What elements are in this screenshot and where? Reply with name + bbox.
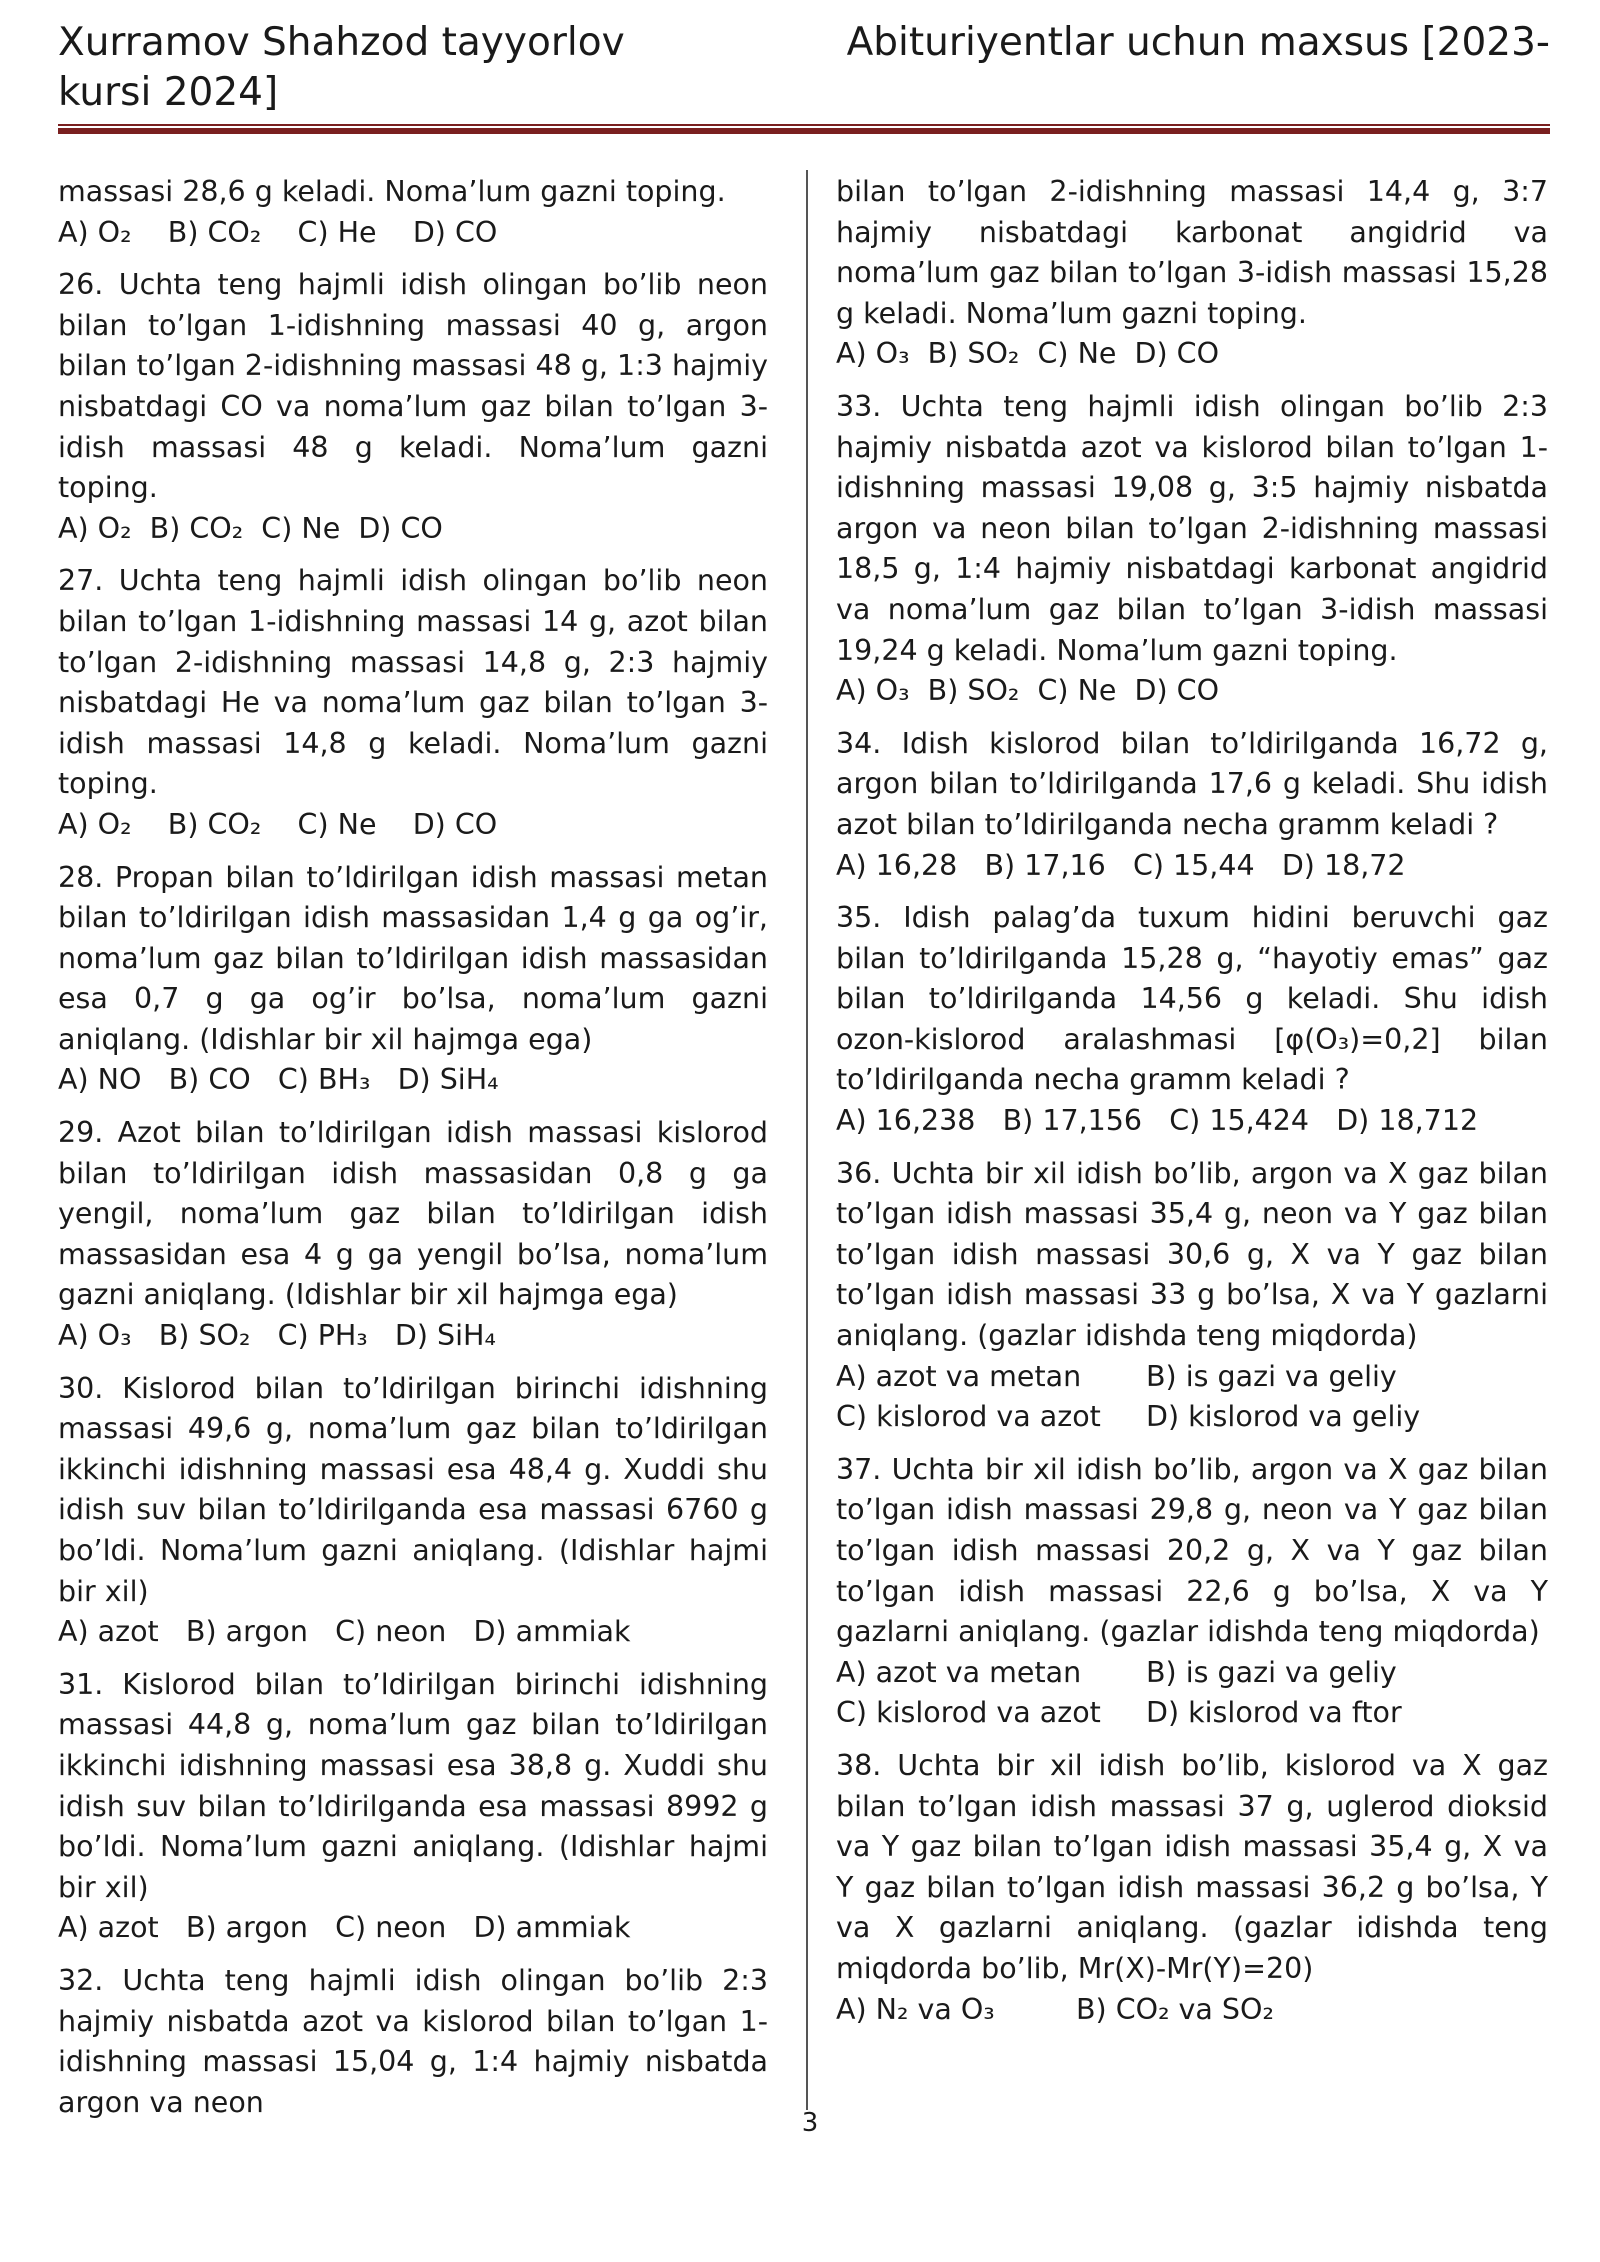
question-26-options xyxy=(58,509,768,550)
option-a: A) N₂ va O₃ xyxy=(836,1992,995,2026)
option-a: A) 16,28 xyxy=(836,848,958,882)
option-c: C) 15,44 xyxy=(1132,848,1255,882)
option-a: A) azot va metan xyxy=(836,1359,1082,1393)
option-b: B) CO₂ xyxy=(149,511,244,545)
option-c: C) Ne xyxy=(261,511,341,545)
question-32-options xyxy=(836,334,1548,375)
option-a: A) NO xyxy=(58,1063,142,1097)
option-c: C) neon xyxy=(335,1615,447,1649)
header-subtitle: Abituriyentlar uchun maxsus [2023- xyxy=(846,20,1550,65)
option-a: A) O₃ xyxy=(836,674,910,708)
page-number: 3 xyxy=(801,2108,819,2138)
option-d: D) kislorod va ftor xyxy=(1146,1696,1402,1730)
option-b: B) argon xyxy=(185,1911,308,1945)
question-30: 30. Kislorod bilan to’ldirilgan birinchi idishning massasi 49,6 g, noma’lum gaz bilan to’ldirilgan ikkinchi idishning massasi esa 48,4 g. Xuddi shu idish suv bilan to’ldirilganda esa massasi 6760 g bo’ldi. Noma’lum gazni aniqlang. (Idishlar hajmi bir xil) xyxy=(58,1371,768,1608)
question-36-options xyxy=(836,1357,1548,1438)
option-a: A) azot xyxy=(58,1615,159,1649)
header-course-title: Xurramov Shahzod tayyorlov kursi 2024] xyxy=(58,20,625,115)
option-c: C) PH₃ xyxy=(277,1319,368,1353)
option-b: B) SO₂ xyxy=(158,1319,251,1353)
question-38-options xyxy=(836,1990,1548,2031)
question-31-options xyxy=(58,1908,768,1949)
option-c: C) neon xyxy=(335,1911,447,1945)
option-d: D) CO xyxy=(412,215,498,249)
option-a: A) O₃ xyxy=(58,1319,132,1353)
question-32-tail: bilan to’lgan 2-idishning massasi 14,4 g, 3:7 hajmiy nisbatdagi karbonat angidrid va noma’lum gaz bilan to’lgan 3-idish massasi 15,28 g keladi. Noma’lum gazni toping. xyxy=(836,175,1548,330)
option-a: A) O₂ xyxy=(58,511,132,545)
column-divider xyxy=(806,170,808,2110)
question-34: 34. Idish kislorod bilan to’ldirilganda 16,72 g, argon bilan to’ldirilganda 17,6 g keladi. Shu idish azot bilan to’ldirilganda necha gramm keladi ? xyxy=(836,726,1548,841)
question-26: 26. Uchta teng hajmli idish olingan bo’lib neon bilan to’lgan 1-idishning massasi 40 g, argon bilan to’lgan 2-idishning massasi 48 g, 1:3 hajmiy nisbatdagi CO va noma’lum gaz bilan to’lgan 3-idish massasi 48 g keladi. Noma’lum gazni toping. xyxy=(58,268,768,505)
question-34-options xyxy=(836,846,1548,887)
option-b: B) is gazi va geliy xyxy=(1146,1655,1397,1689)
left-column xyxy=(58,172,768,2123)
option-d: D) ammiak xyxy=(473,1615,631,1649)
option-c: C) kislorod va azot xyxy=(836,1400,1101,1434)
option-a: A) 16,238 xyxy=(836,1104,976,1138)
option-b: B) CO₂ xyxy=(167,215,262,249)
option-d: D) CO xyxy=(412,807,498,841)
header-rule-thick xyxy=(58,128,1550,134)
question-38: 38. Uchta bir xil idish bo’lib, kislorod va X gaz bilan to’lgan idish massasi 37 g, uglerod dioksid va Y gaz bilan to’lgan idish massasi 35,4 g, X va Y gaz bilan to’lgan idish massasi 36,2 g bo’lsa, Y va X gazlarni aniqlang. (gazlar idishda teng miqdorda bo’lib, Mr(X)-Mr(Y)=20) xyxy=(836,1748,1548,1985)
option-b: B) SO₂ xyxy=(927,674,1020,708)
option-d: D) CO xyxy=(358,511,443,545)
question-25-options xyxy=(58,213,768,254)
question-28-options xyxy=(58,1060,768,1101)
question-29-options xyxy=(58,1316,768,1357)
option-b: B) 17,156 xyxy=(1002,1104,1143,1138)
question-33: 33. Uchta teng hajmli idish olingan bo’lib 2:3 hajmiy nisbatda azot va kislorod bilan to’lgan 1-idishning massasi 19,08 g, 3:5 hajmiy nisbatda argon va neon bilan to’lgan 2-idishning massasi 18,5 g, 1:4 hajmiy nisbatdagi karbonat angidrid va noma’lum gaz bilan to’lgan 3-idish massasi 19,24 g keladi. Noma’lum gazni toping. xyxy=(836,389,1548,667)
question-35: 35. Idish palag’da tuxum hidini beruvchi gaz bilan to’ldirilganda 15,28 g, “hayotiy emas” gaz bilan to’ldirilganda 14,56 g keladi. Shu idish ozon-kislorod aralashmasi [φ(O₃)=0,2] bilan to’ldirilganda necha gramm keladi ? xyxy=(836,901,1548,1097)
option-a: A) O₃ xyxy=(836,337,910,371)
option-c: C) 15,424 xyxy=(1169,1104,1310,1138)
option-a: A) azot va metan xyxy=(836,1655,1082,1689)
option-a: A) O₂ xyxy=(58,215,132,249)
option-b: B) is gazi va geliy xyxy=(1146,1359,1397,1393)
option-d: D) kislorod va geliy xyxy=(1146,1400,1421,1434)
option-b: B) CO₂ xyxy=(167,807,262,841)
question-37: 37. Uchta bir xil idish bo’lib, argon va X gaz bilan to’lgan idish massasi 29,8 g, neon va Y gaz bilan to’lgan idish massasi 20,2 g, X va Y gaz bilan to’lgan idish massasi 22,6 g bo’lsa, X va Y gazlarni aniqlang. (gazlar idishda teng miqdorda) xyxy=(836,1452,1548,1649)
option-d: D) CO xyxy=(1134,674,1220,708)
question-27: 27. Uchta teng hajmli idish olingan bo’lib neon bilan to’lgan 1-idishning massasi 14 g, azot bilan to’lgan 2-idishning massasi 14,8 g, 2:3 hajmiy nisbatdagi He va noma’lum gaz bilan to’lgan 3-idish massasi 14,8 g keladi. Noma’lum gazni toping. xyxy=(58,564,768,801)
question-36: 36. Uchta bir xil idish bo’lib, argon va X gaz bilan to’lgan idish massasi 35,4 g, neon va Y gaz bilan to’lgan idish massasi 30,6 g, X va Y gaz bilan to’lgan idish massasi 33 g bo’lsa, X va Y gazlarni aniqlang. (gazlar idishda teng miqdorda) xyxy=(836,1156,1548,1353)
option-b: B) 17,16 xyxy=(984,848,1106,882)
question-31: 31. Kislorod bilan to’ldirilgan birinchi idishning massasi 44,8 g, noma’lum gaz bilan to’ldirilgan ikkinchi idishning massasi esa 38,8 g. Xuddi shu idish suv bilan to’ldirilganda esa massasi 8992 g bo’ldi. Noma’lum gazni aniqlang. (Idishlar hajmi bir xil) xyxy=(58,1667,768,1904)
option-c: C) Ne xyxy=(297,807,377,841)
option-c: C) Ne xyxy=(1037,337,1117,371)
question-35-options xyxy=(836,1101,1548,1142)
option-c: C) He xyxy=(297,215,377,249)
question-27-options xyxy=(58,805,768,846)
question-30-options xyxy=(58,1612,768,1653)
question-25-tail: massasi 28,6 g keladi. Noma’lum gazni toping. xyxy=(58,175,726,208)
question-32: 32. Uchta teng hajmli idish olingan bo’lib 2:3 hajmiy nisbatda azot va kislorod bilan to’lgan 1-idishning massasi 15,04 g, 1:4 hajmiy nisbatda argon va neon xyxy=(58,1963,768,2119)
option-d: D) CO xyxy=(1134,337,1220,371)
question-37-options xyxy=(836,1653,1548,1734)
header-rule-thin xyxy=(58,124,1550,126)
option-d: D) SiH₄ xyxy=(397,1063,499,1097)
question-33-options xyxy=(836,671,1548,712)
option-b: B) argon xyxy=(185,1615,308,1649)
option-d: D) 18,72 xyxy=(1281,848,1406,882)
option-b: B) CO₂ va SO₂ xyxy=(1076,1992,1274,2026)
option-b: B) SO₂ xyxy=(927,337,1020,371)
option-d: D) SiH₄ xyxy=(394,1319,496,1353)
option-c: C) BH₃ xyxy=(277,1063,371,1097)
question-28: 28. Propan bilan to’ldirilgan idish massasi metan bilan to’ldirilgan idish massasidan 1,4 g ga og’ir, noma’lum gaz bilan to’ldirilgan idish massasidan esa 0,7 g ga og’ir bo’lsa, noma’lum gazni aniqlang. (Idishlar bir xil hajmga ega) xyxy=(58,860,768,1056)
option-c: C) kislorod va azot xyxy=(836,1696,1101,1730)
option-d: D) 18,712 xyxy=(1336,1104,1479,1138)
option-c: C) Ne xyxy=(1037,674,1117,708)
question-29: 29. Azot bilan to’ldirilgan idish massasi kislorod bilan to’ldirilgan idish massasidan 0,8 g ga yengil, noma’lum gaz bilan to’ldirilgan idish massasidan esa 4 g ga yengil bo’lsa, noma’lum gazni aniqlang. (Idishlar bir xil hajmga ega) xyxy=(58,1116,768,1312)
option-d: D) ammiak xyxy=(473,1911,631,1945)
option-a: A) azot xyxy=(58,1911,159,1945)
option-a: A) O₂ xyxy=(58,807,132,841)
right-column xyxy=(836,172,1548,2030)
page-header xyxy=(58,18,1550,122)
option-b: B) CO xyxy=(168,1063,251,1097)
